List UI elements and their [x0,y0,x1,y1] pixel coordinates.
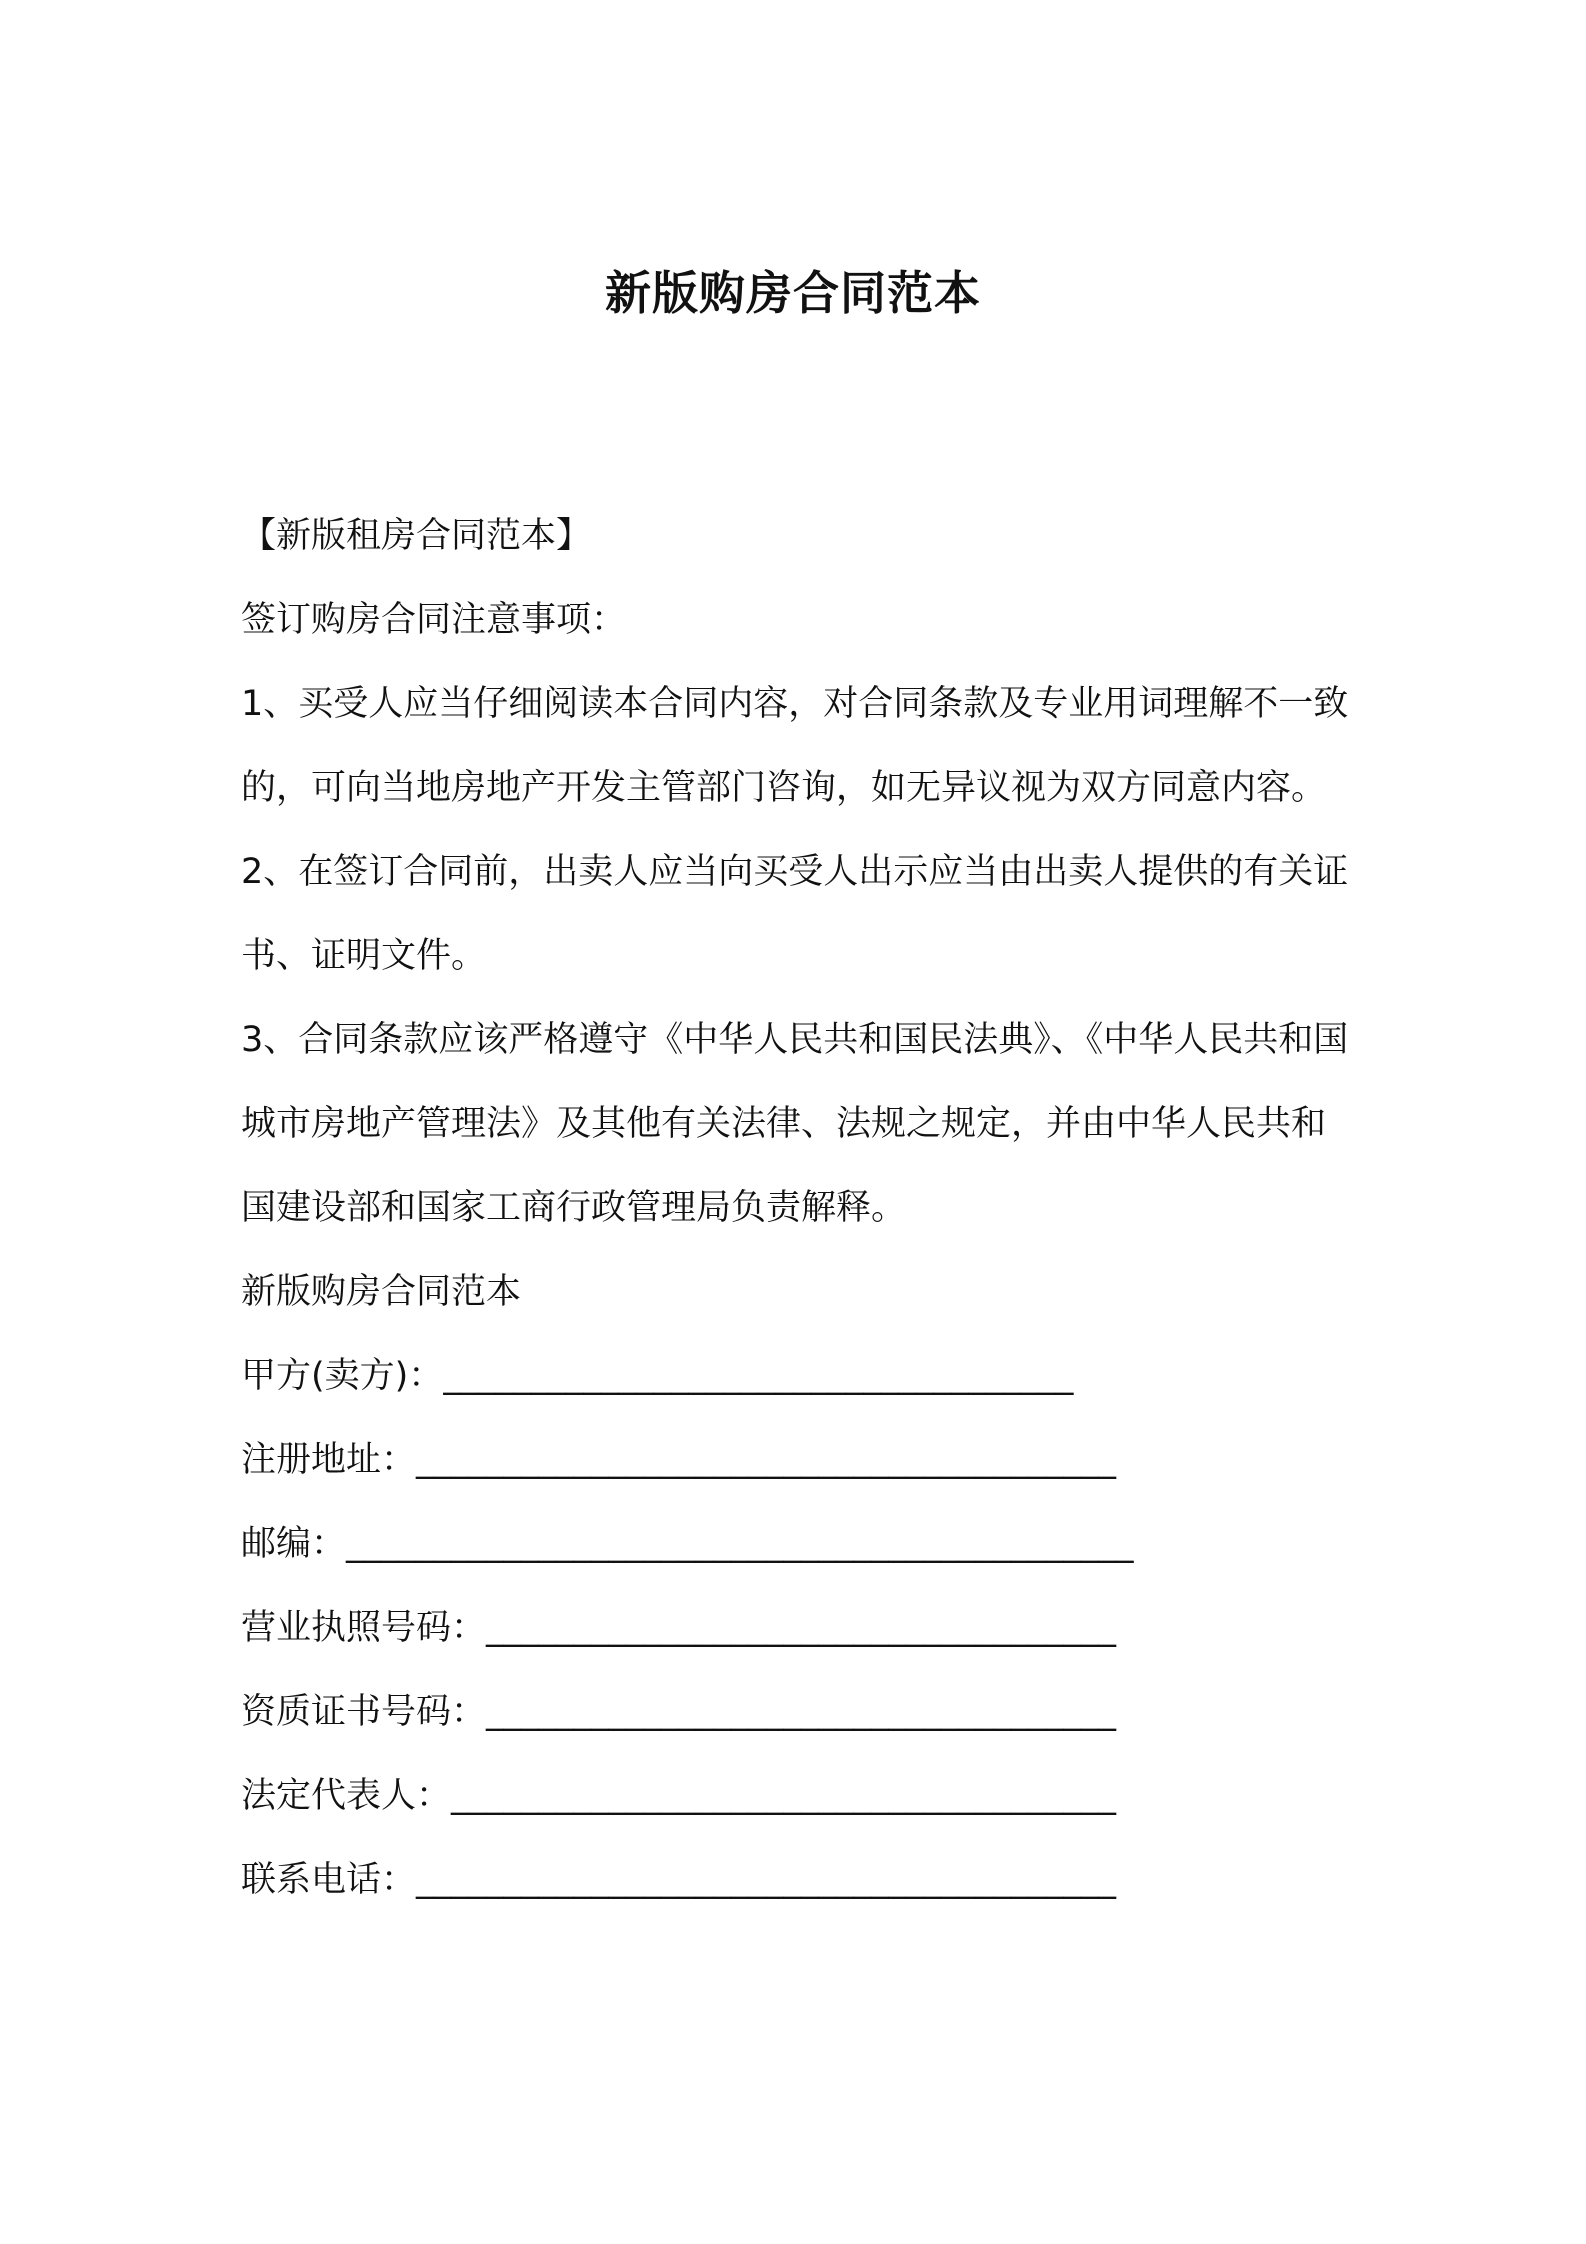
field-label: 邮编： [241,1524,347,1564]
field-label: 资质证书号码： [241,1692,487,1732]
field-label: 营业执照号码： [241,1608,487,1648]
fill-blank: ____________________________________ [443,1356,1074,1396]
fill-blank: ____________________________________ [486,1692,1117,1732]
field-postcode [241,1502,1357,1586]
notice-heading: 签订购房合同注意事项： [241,600,627,640]
field-qualification-cert [241,1670,1357,1754]
notice-item-1: 1、买受人应当仔细阅读本合同内容，对合同条款及专业用词理解不一致的，可向当地房地产开发主管部门咨询，如无异议视为双方同意内容。 [241,684,1349,808]
field-label: 法定代表人： [241,1776,452,1816]
field-phone [241,1838,1357,1922]
section-title: 新版购房合同范本 [241,1272,522,1312]
page-title: 新版购房合同范本 [605,266,981,320]
field-legal-representative [241,1754,1357,1838]
fill-blank: _____________________________________________ [346,1524,1134,1564]
fill-blank: ________________________________________ [416,1440,1117,1480]
document-body [241,494,1357,1922]
notice-item-2: 2、在签订合同前，出卖人应当向买受人出示应当由出卖人提供的有关证书、证明文件。 [241,852,1349,976]
fill-blank: ____________________________________ [486,1608,1117,1648]
field-seller [241,1334,1357,1418]
subtitle: 【新版租房合同范本】 [241,516,592,556]
field-business-license [241,1586,1357,1670]
field-registered-address [241,1418,1357,1502]
fill-blank: ______________________________________ [451,1776,1117,1816]
field-label: 注册地址： [241,1440,417,1480]
notice-item-3: 3、合同条款应该严格遵守《中华人民共和国民法典》、《中华人民共和国城市房地产管理法》及其他有关法律、法规之规定，并由中华人民共和国建设部和国家工商行政管理局负责解释。 [241,1020,1349,1228]
fill-blank: ________________________________________ [416,1860,1117,1900]
field-label: 联系电话： [241,1860,417,1900]
field-label: 甲方(卖方)： [241,1356,444,1396]
